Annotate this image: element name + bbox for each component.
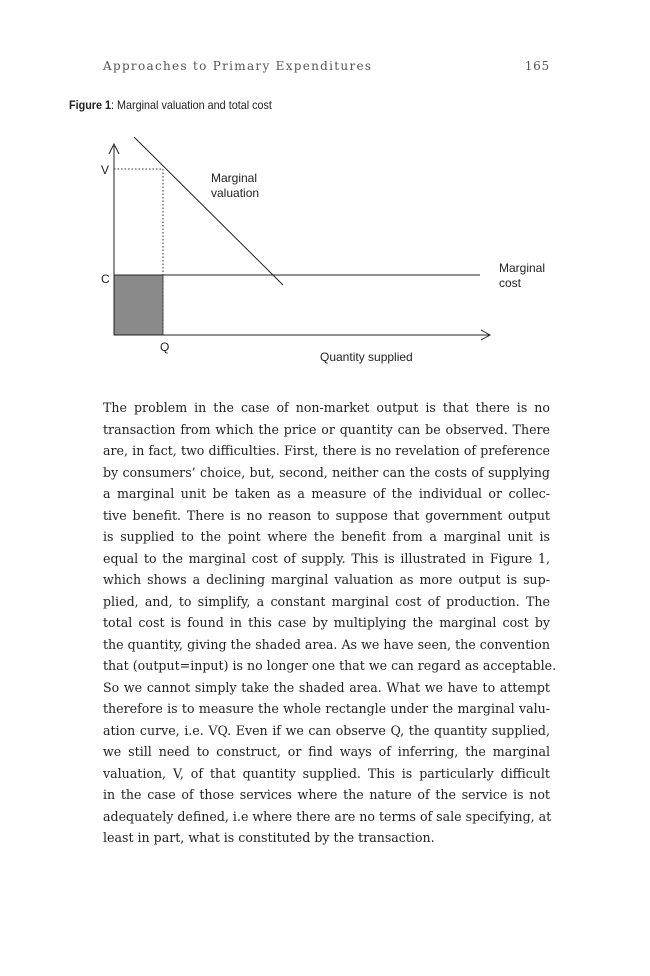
- total-cost-shaded-area: [114, 275, 163, 335]
- marginal-cost-label-line1: Marginal: [499, 261, 546, 275]
- body-line: that (output=input) is no longer one that we can regard as acceptable.: [103, 658, 557, 673]
- body-line: a marginal unit be taken as a measure of the individual or collec-: [103, 486, 550, 501]
- body-line: therefore is to measure the whole rectangle under the marginal valu-: [103, 701, 550, 716]
- page-number: 165: [524, 59, 550, 73]
- body-line: by consumers’ choice, but, second, neither can the costs of supplying: [103, 464, 550, 480]
- marginal-valuation-label-line1: Marginal: [211, 171, 258, 185]
- body-line: are, in fact, two difficulties. First, there is no revelation of preference: [103, 443, 550, 458]
- figure-caption-label: Figure 1: [69, 98, 112, 112]
- marginal-valuation-line: [134, 137, 283, 285]
- running-head-title: Approaches to Primary Expenditures: [103, 59, 373, 73]
- c-label: C: [101, 272, 110, 286]
- body-line: which shows a declining marginal valuation as more output is sup-: [103, 572, 550, 587]
- body-line: in the case of those services where the nature of the service is not: [103, 787, 550, 802]
- body-line: adequately defined, i.e where there are no terms of sale specifying, at: [103, 808, 552, 824]
- body-line: So we cannot simply take the shaded area. What we have to attempt: [103, 679, 550, 695]
- figure-caption-text: : Marginal valuation and total cost: [111, 98, 272, 112]
- body-line: the quantity, giving the shaded area. As we have seen, the convention: [103, 636, 550, 652]
- body-line: valuation, V, of that quantity supplied. This is particularly difficult: [103, 765, 550, 781]
- marginal-valuation-figure: [0, 125, 650, 375]
- body-line: least in part, what is constituted by the transaction.: [103, 830, 435, 845]
- figure-caption: [69, 98, 272, 112]
- body-paragraph: [103, 397, 557, 849]
- body-line: total cost is found in this case by multiplying the marginal cost by: [103, 615, 550, 630]
- body-line: The problem in the case of non-market output is that there is no: [103, 400, 550, 415]
- body-line: is supplied to the point where the benefit from a marginal unit is: [103, 529, 550, 544]
- x-axis-label: Quantity supplied: [320, 350, 413, 364]
- body-line: equal to the marginal cost of supply. This is illustrated in Figure 1,: [103, 550, 550, 566]
- body-line: ation curve, i.e. VQ. Even if we can observe Q, the quantity supplied,: [103, 722, 550, 738]
- v-label: V: [101, 163, 110, 177]
- body-line: we still need to construct, or find ways of inferring, the marginal: [103, 744, 550, 759]
- q-label: Q: [160, 340, 170, 354]
- marginal-cost-label-line2: cost: [499, 276, 522, 290]
- body-line: transaction from which the price or quantity can be observed. There: [103, 421, 550, 437]
- body-line: tive benefit. There is no reason to suppose that government output: [103, 507, 550, 523]
- body-line: plied, and, to simplify, a constant marginal cost of production. The: [103, 593, 550, 609]
- running-head: [103, 59, 550, 77]
- marginal-valuation-label-line2: valuation: [211, 186, 260, 200]
